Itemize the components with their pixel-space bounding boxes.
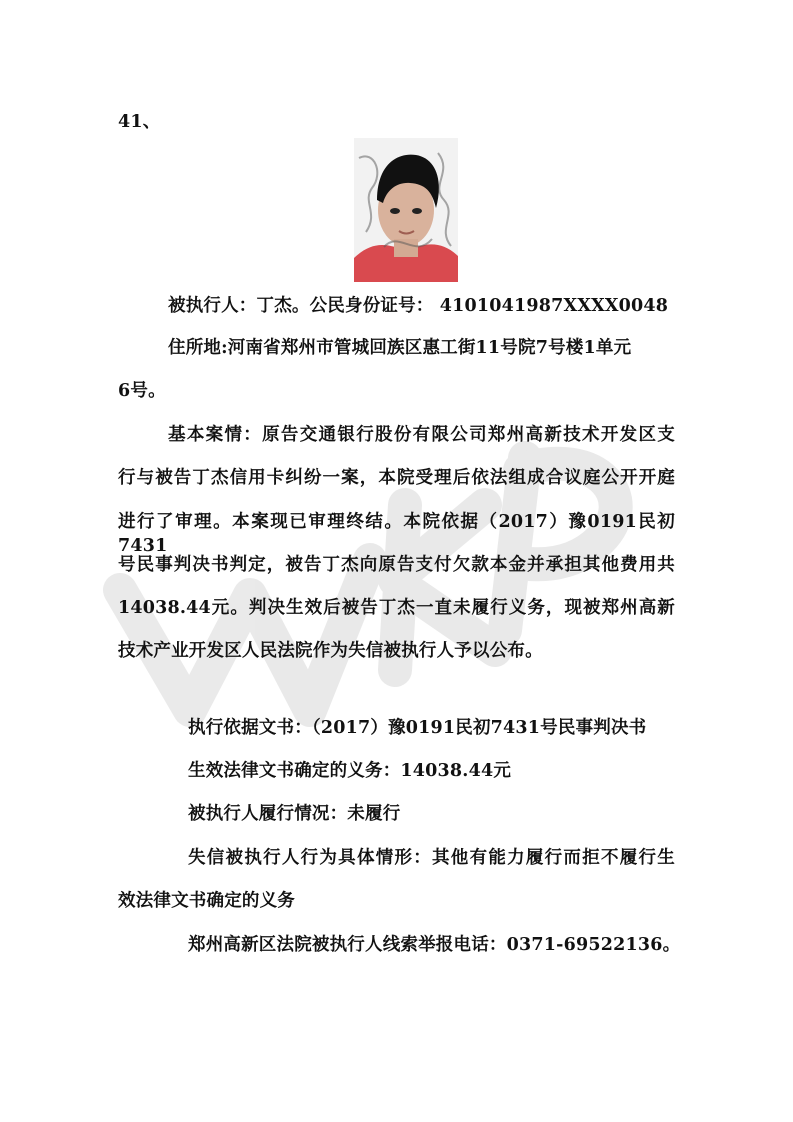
case-summary-line-4: 号民事判决书判定，被告丁杰向原告支付欠款本金并承担其他费用共 [118, 555, 675, 575]
report-phone: 郑州高新区法院被执行人线索举报电话：0371-69522136。 [188, 935, 681, 955]
execution-basis-document: 执行依据文书：（2017）豫0191民初7431号民事判决书 [188, 718, 647, 738]
case-summary-line-3: 进行了审理。本案现已审理终结。本院依据（2017）豫0191民初7431 [118, 512, 675, 556]
item-number: 41、 [118, 112, 161, 132]
address-line-1: 住所地:河南省郑州市管城回族区惠工街11号院7号楼1单元 [168, 338, 632, 358]
case-summary-line-5: 14038.44元。判决生效后被告丁杰一直未履行义务，现被郑州高新 [118, 598, 675, 618]
address-line-2: 6号。 [118, 381, 166, 401]
person-photo [354, 138, 458, 282]
portrait-image [354, 138, 458, 282]
case-summary-line-6: 技术产业开发区人民法院作为失信被执行人予以公布。 [118, 641, 543, 661]
case-summary-line-2: 行与被告丁杰信用卡纠纷一案，本院受理后依法组成合议庭公开开庭 [118, 468, 675, 488]
person-name-and-id: 被执行人：丁杰。公民身份证号： 4101041987XXXX0048 [168, 296, 669, 316]
performance-status: 被执行人履行情况：未履行 [188, 804, 401, 824]
dishonest-behavior-line-1: 失信被执行人行为具体情形：其他有能力履行而拒不履行生 [188, 848, 675, 868]
effective-obligation: 生效法律文书确定的义务：14038.44元 [188, 761, 512, 781]
dishonest-behavior-line-2: 效法律文书确定的义务 [118, 891, 295, 911]
case-summary-line-1: 基本案情：原告交通银行股份有限公司郑州高新技术开发区支 [168, 425, 675, 445]
